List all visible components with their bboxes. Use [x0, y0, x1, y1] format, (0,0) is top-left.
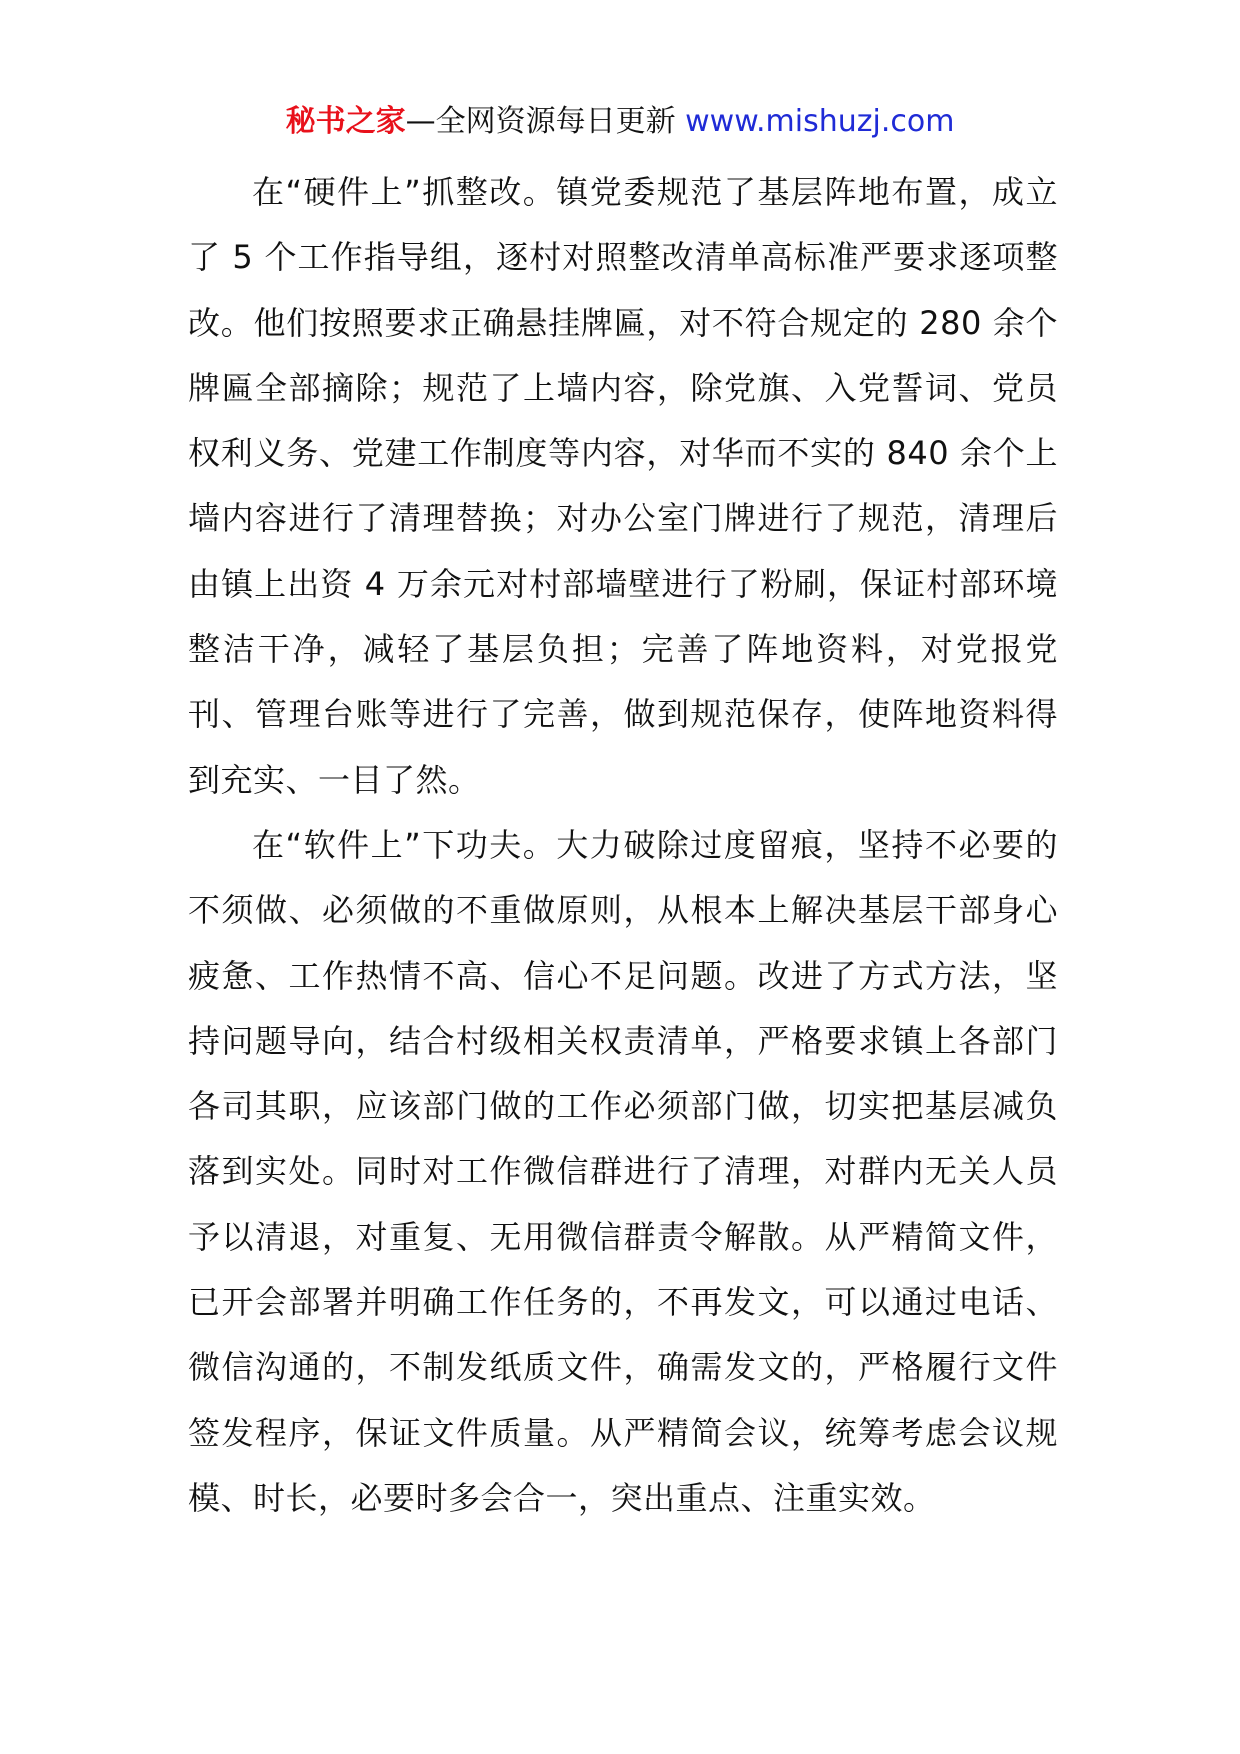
header-slogan: —全网资源每日更新 — [405, 104, 676, 139]
page-header — [0, 100, 1240, 144]
brand-name: 秘书之家 — [285, 104, 406, 139]
paragraph-hardware: 在“硬件上”抓整改。镇党委规范了基层阵地布置，成立了 5 个工作指导组，逐村对照整改清单高标准严要求逐项整改。他们按照要求正确悬挂牌匾，对不符合规定的 280 余个牌匾全部摘除；规范了上墙内容，除党旗、入党誓词、党员权利义务、党建工作制度等内容，对华而不实的 840 余个上墙内容进行了清理替换；对办公室门牌进行了规范，清理后由镇上出资 4 万余元对村部墙壁进行了粉刷，保证村部环境整洁干净，减轻了基层负担；完善了阵地资料，对党报党刊、管理台账等进行了完善，做到规范保存，使阵地资料得到充实、一目了然。 — [188, 173, 1058, 799]
header-url-link[interactable]: www.mishuzj.com — [685, 104, 955, 139]
document-body — [188, 160, 1058, 1531]
paragraph-software: 在“软件上”下功夫。大力破除过度留痕，坚持不必要的不须做、必须做的不重做原则，从根本上解决基层干部身心疲惫、工作热情不高、信心不足问题。改进了方式方法，坚持问题导向，结合村级相关权责清单，严格要求镇上各部门各司其职，应该部门做的工作必须部门做，切实把基层减负落到实处。同时对工作微信群进行了清理，对群内无关人员予以清退，对重复、无用微信群责令解散。从严精简文件，已开会部署并明确工作任务的，不再发文，可以通过电话、微信沟通的，不制发纸质文件，确需发文的，严格履行文件签发程序，保证文件质量。从严精简会议，统筹考虑会议规模、时长，必要时多会合一，突出重点、注重实效。 — [188, 825, 1058, 1517]
